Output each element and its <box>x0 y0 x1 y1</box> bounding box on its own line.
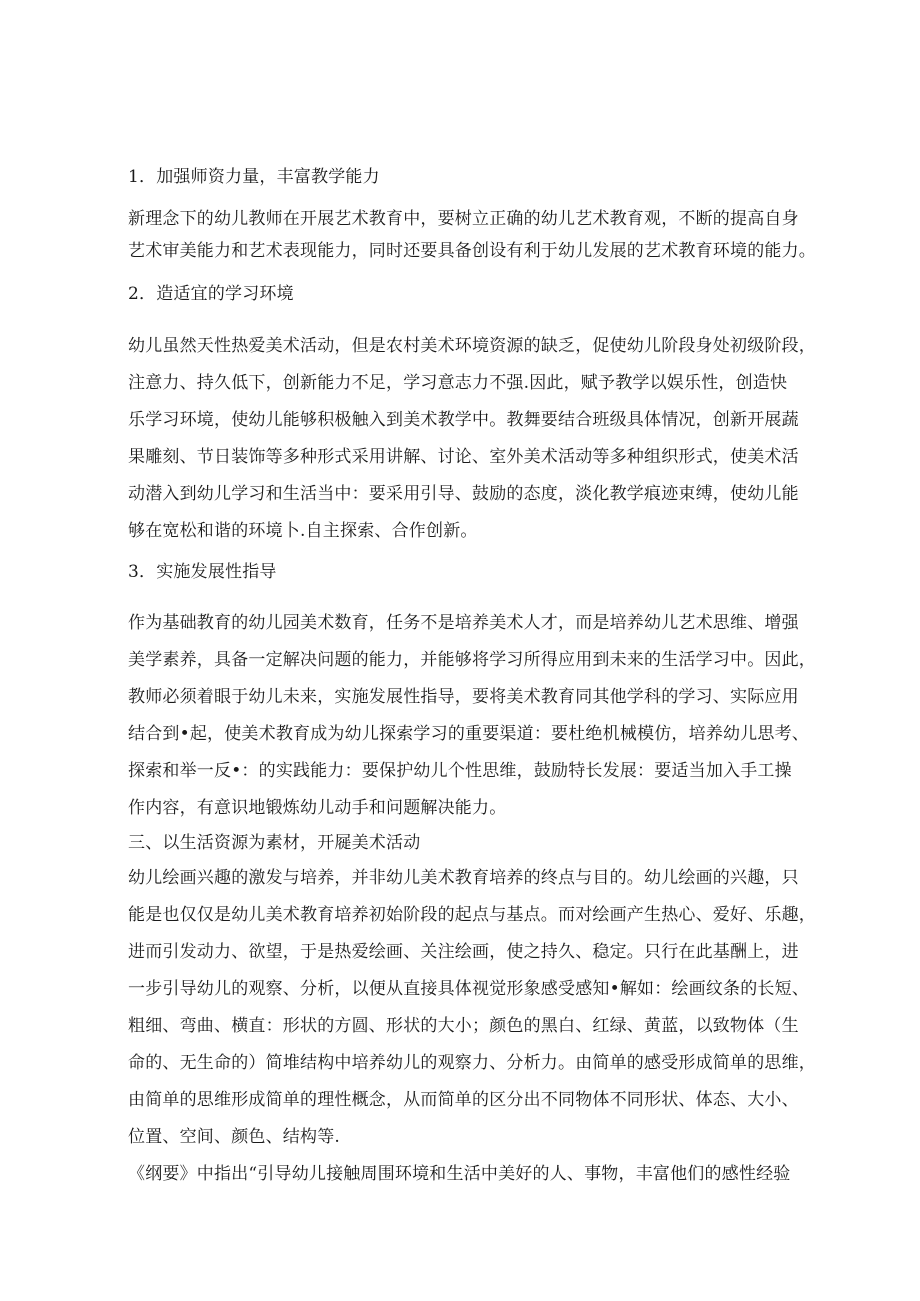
section-heading-1: 1．加强师资力量，丰富教学能力 <box>128 167 380 187</box>
paragraph-line: 果雕刻、节日装饰等多种形式采用讲解、讨论、室外美术活动等多种组织形式，使美术活 <box>128 447 799 467</box>
paragraph-line: 作为基础教育的幼儿园美术数育，任务不是培养美术人才，而是培养幼儿艺术思维、增强 <box>128 613 799 633</box>
paragraph-line: 作内容，有意识地锻炼幼儿动手和问题解决能力。 <box>128 798 507 818</box>
paragraph-line: 进而引发动力、欲望，于是热爱绘画、关注绘画，使之持久、稳定。只行在此基酬上，进 <box>128 942 799 962</box>
paragraph-line: 结合到•起，使美术教育成为幼儿探索学习的重要渠道：要杜绝机械模仿，培养幼儿思考、 <box>128 724 810 744</box>
paragraph-line: 探索和举一反•：的实践能力：要保护幼儿个性思维，鼓励特长发展：要适当加入手工操 <box>128 761 792 781</box>
section-heading-main-3: 三、以生活资源为素材，开屣美术活动 <box>128 833 421 853</box>
section-heading-2: 2．造适宜的学习环境 <box>128 284 294 304</box>
paragraph-line: 动潜入到幼儿学习和生活当中：要采用引导、鼓励的态度，淡化教学痕迹束缚，使幼儿能 <box>128 484 799 504</box>
paragraph-line: 新理念下的幼儿教师在开展艺术教育中，要树立正确的幼儿艺术教育观，不断的提高自身 <box>128 209 799 229</box>
paragraph-line: 幼儿绘画兴趣的激发与培养，并非幼儿美术教育培养的终点与目的。幼儿绘画的兴趣，只 <box>128 868 799 888</box>
paragraph-line: 注意力、持久低下，创新能力不足，学习意志力不强.因此，赋予教学以娱乐性，创造快 <box>128 373 788 393</box>
paragraph-line: 位置、空间、颜色、结构等. <box>128 1127 341 1147</box>
paragraph-line: 幼儿虽然天性热爱美术活动，但是农村美术环境资源的缺乏，促使幼儿阶段身处初级阶段， <box>128 336 816 356</box>
paragraph-line: 教师必须着眼于幼儿未来，实施发展性指导，要将美术教育同其他学科的学习、实际应用 <box>128 687 799 707</box>
paragraph-line: 够在宽松和谐的环境卜.自主探索、合作创新。 <box>128 521 478 541</box>
paragraph-line: 能是也仅仅是幼儿美术教育培养初始阶段的起点与基点。而对绘画产生热心、爱好、乐趣， <box>128 905 816 925</box>
paragraph-line: 艺术审美能力和艺术表现能力，同时还要具备创设有利于幼儿发展的艺术教育环境的能力。 <box>128 241 816 261</box>
paragraph-line: 《纲要》中指出“引导幼儿接触周围环境和生活中美好的人、事物，丰富他们的感性经验 <box>128 1164 791 1184</box>
paragraph-line: 一步引导幼儿的观察、分析，以便从直接具体视觉形象感受感知•解如：绘画纹条的长短、 <box>128 979 810 999</box>
section-heading-3: 3．实施发展性指导 <box>128 562 277 582</box>
paragraph-line: 由简单的思维形成简单的理性概念，从而简单的区分出不同物体不同形状、体态、大小、 <box>128 1090 799 1110</box>
paragraph-line: 粗细、弯曲、横直：形状的方圆、形状的大小；颜色的黑白、红绿、黄蓝，以致物体（生 <box>128 1016 799 1036</box>
paragraph-line: 美学素养，具备一定解决问题的能力，并能够将学习所得应用到未来的生活学习中。因此， <box>128 650 816 670</box>
paragraph-line: 命的、无生命的）简堆结构中培养幼儿的观察力、分析力。由简单的感受形成简单的思维， <box>128 1053 816 1073</box>
paragraph-line: 乐学习环境，使幼儿能够积极触入到美术教学中。教舞要结合班级具体情况，创新开展蔬 <box>128 410 799 430</box>
